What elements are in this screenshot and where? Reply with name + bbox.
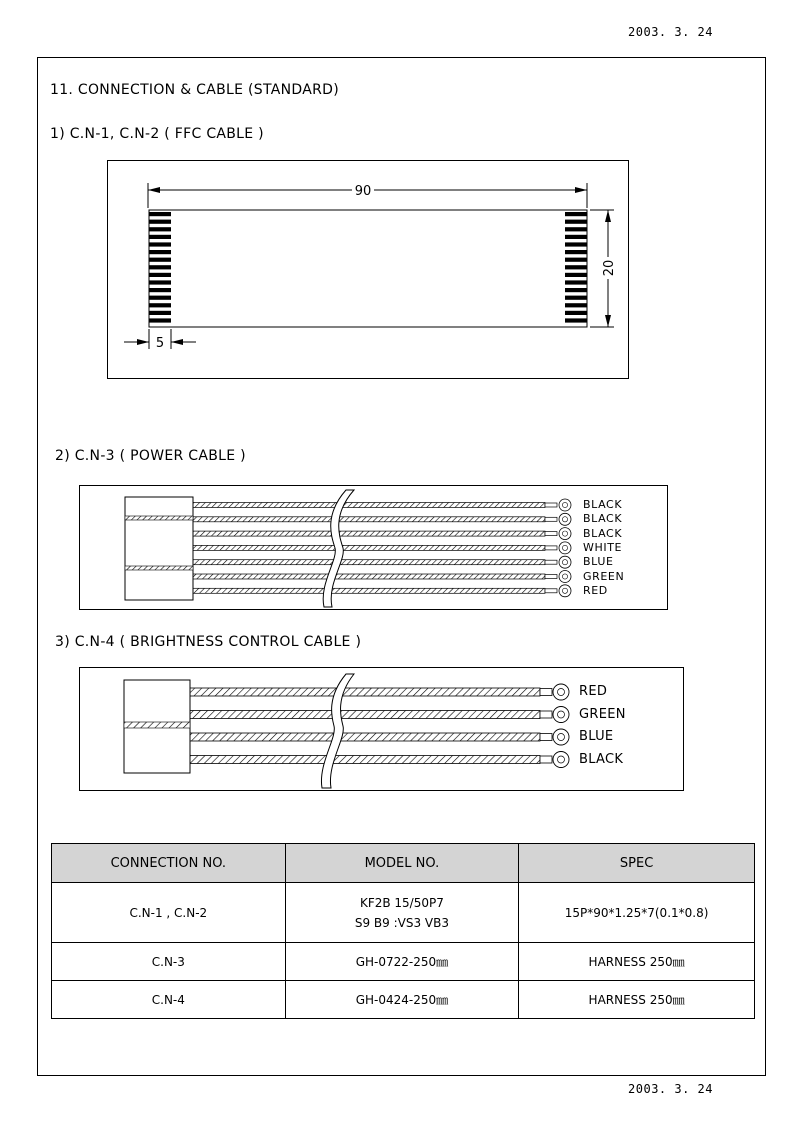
ffc-tab-arrow-left	[137, 339, 149, 345]
power-wire-crimp	[545, 517, 557, 521]
cell-spec: HARNESS 250㎜	[519, 943, 755, 981]
table-row	[52, 981, 755, 1019]
power-connector-housing	[125, 497, 193, 600]
brightness-wire-label: RED	[579, 684, 608, 699]
cell-model: GH-0722-250㎜	[285, 943, 519, 981]
ffc-contact	[149, 212, 171, 216]
power-ring-hole	[562, 545, 567, 550]
power-wire-crimp	[545, 575, 557, 579]
cell-model	[285, 883, 519, 943]
power-wire	[193, 531, 545, 536]
power-ring-hole	[562, 560, 567, 565]
header-spec: SPEC	[519, 844, 755, 883]
ffc-contact	[149, 303, 171, 307]
brightness-wire-label: GREEN	[579, 706, 626, 722]
cell-spec: HARNESS 250㎜	[519, 981, 755, 1019]
power-connector-rib-1	[125, 516, 193, 520]
power-ring-hole	[562, 574, 567, 579]
power-ring-hole	[562, 588, 567, 593]
ffc-contact	[149, 280, 171, 284]
ffc-left-contacts	[149, 212, 171, 323]
power-wire-label: BLACK	[583, 498, 623, 511]
ffc-contact	[565, 242, 587, 246]
power-wire-label: GREEN	[583, 569, 625, 583]
ffc-contact	[565, 258, 587, 262]
ffc-contact	[565, 318, 587, 322]
power-wire-label: WHITE	[583, 540, 623, 554]
brightness-wire-crimp	[540, 756, 552, 763]
header-model-no: MODEL NO.	[285, 844, 519, 883]
connection-spec-table	[51, 843, 755, 1019]
cell-connection: C.N-3	[52, 943, 286, 981]
header-connection-no: CONNECTION NO.	[52, 844, 286, 883]
cell-connection: C.N-4	[52, 981, 286, 1019]
ffc-contact	[565, 212, 587, 216]
ffc-dim-arrow-right	[575, 187, 587, 193]
ffc-dim-tab: 5	[155, 336, 165, 351]
brightness-wire	[190, 756, 540, 764]
brightness-cable-drawing	[79, 667, 684, 791]
brightness-cable-title: 3) C.N-4 ( BRIGHTNESS CONTROL CABLE )	[55, 634, 362, 650]
ffc-cable-svg	[108, 161, 628, 378]
ffc-right-contacts	[565, 212, 587, 323]
power-ring-hole	[562, 517, 567, 522]
power-wire-crimp	[545, 560, 557, 564]
brightness-ring-hole	[558, 711, 565, 718]
power-wire	[193, 517, 545, 522]
ffc-contact	[149, 227, 171, 231]
ffc-contact	[149, 265, 171, 269]
cell-connection: C.N-1 , C.N-2	[52, 883, 286, 943]
brightness-connector-rib	[124, 722, 190, 728]
power-wire-crimp	[545, 546, 557, 550]
ffc-contact	[149, 235, 171, 239]
ffc-cable-title: 1) C.N-1, C.N-2 ( FFC CABLE )	[50, 126, 264, 142]
brightness-wire	[190, 688, 540, 696]
ffc-tab-arrow-right	[171, 339, 183, 345]
ffc-dim-length: 90	[354, 184, 372, 199]
brightness-wire-label: BLUE	[579, 729, 614, 744]
ffc-contact	[565, 280, 587, 284]
brightness-wires	[190, 684, 569, 768]
ffc-contact	[565, 250, 587, 254]
ffc-dim-height: 20	[602, 259, 617, 277]
power-wire	[193, 545, 545, 550]
ffc-contact	[149, 288, 171, 292]
ffc-contact	[565, 265, 587, 269]
power-wire	[193, 588, 545, 593]
brightness-wire-label: BLACK	[579, 751, 624, 767]
ffc-contact	[565, 311, 587, 315]
brightness-wire-crimp	[540, 711, 552, 718]
power-wire-crimp	[545, 589, 557, 593]
table-row	[52, 883, 755, 943]
ffc-contact	[565, 235, 587, 239]
power-cable-svg	[80, 486, 667, 609]
ffc-contact	[565, 273, 587, 277]
power-wire	[193, 503, 545, 508]
cell-model-line2: S9 B9 :VS3 VB3	[354, 915, 449, 930]
power-wire-label: RED	[583, 583, 608, 597]
power-ring-hole	[562, 531, 567, 536]
ffc-contact	[565, 296, 587, 300]
power-wire	[193, 574, 545, 579]
brightness-wire	[190, 711, 540, 719]
brightness-ring-hole	[558, 689, 565, 696]
cell-model-line1: KF2B 15/50P7	[359, 895, 444, 910]
power-wire-label: BLUE	[583, 555, 614, 569]
cell-spec: 15P*90*1.25*7(0.1*0.8)	[519, 883, 755, 943]
power-wires	[193, 499, 571, 597]
power-cable-title: 2) C.N-3 ( POWER CABLE )	[55, 448, 246, 464]
ffc-dim-arrow-top	[605, 210, 611, 222]
ffc-contact	[149, 258, 171, 262]
ffc-contact	[149, 250, 171, 254]
power-wire	[193, 560, 545, 565]
power-wire-crimp	[545, 503, 557, 507]
section-title: 11. CONNECTION & CABLE (STANDARD)	[50, 82, 339, 98]
ffc-contact	[565, 303, 587, 307]
brightness-wire-crimp	[540, 689, 552, 696]
cell-model: GH-0424-250㎜	[285, 981, 519, 1019]
brightness-wire-crimp	[540, 734, 552, 741]
power-ring-hole	[562, 502, 567, 507]
brightness-wire	[190, 733, 540, 741]
date-bottom: 2003. 3. 24	[628, 1082, 713, 1096]
ffc-contact	[149, 296, 171, 300]
ffc-cable-drawing	[107, 160, 629, 379]
power-wire-label: BLACK	[583, 512, 623, 526]
date-top: 2003. 3. 24	[628, 25, 713, 39]
brightness-ring-hole	[558, 756, 565, 763]
ffc-contact	[149, 242, 171, 246]
table-header-row	[52, 844, 755, 883]
ffc-contact	[565, 288, 587, 292]
ffc-contact	[565, 220, 587, 224]
ffc-contact	[149, 318, 171, 322]
ffc-contact	[565, 227, 587, 231]
power-connector-rib-2	[125, 566, 193, 570]
ffc-cable-outline	[149, 210, 587, 327]
ffc-dim-arrow-bottom	[605, 315, 611, 327]
ffc-contact	[149, 273, 171, 277]
brightness-ring-hole	[558, 734, 565, 741]
ffc-contact	[149, 220, 171, 224]
ffc-contact	[149, 311, 171, 315]
table-row	[52, 943, 755, 981]
power-wire-label: BLACK	[583, 526, 623, 540]
ffc-dim-arrow-left	[148, 187, 160, 193]
power-cable-drawing	[79, 485, 668, 610]
power-wire-crimp	[545, 532, 557, 536]
